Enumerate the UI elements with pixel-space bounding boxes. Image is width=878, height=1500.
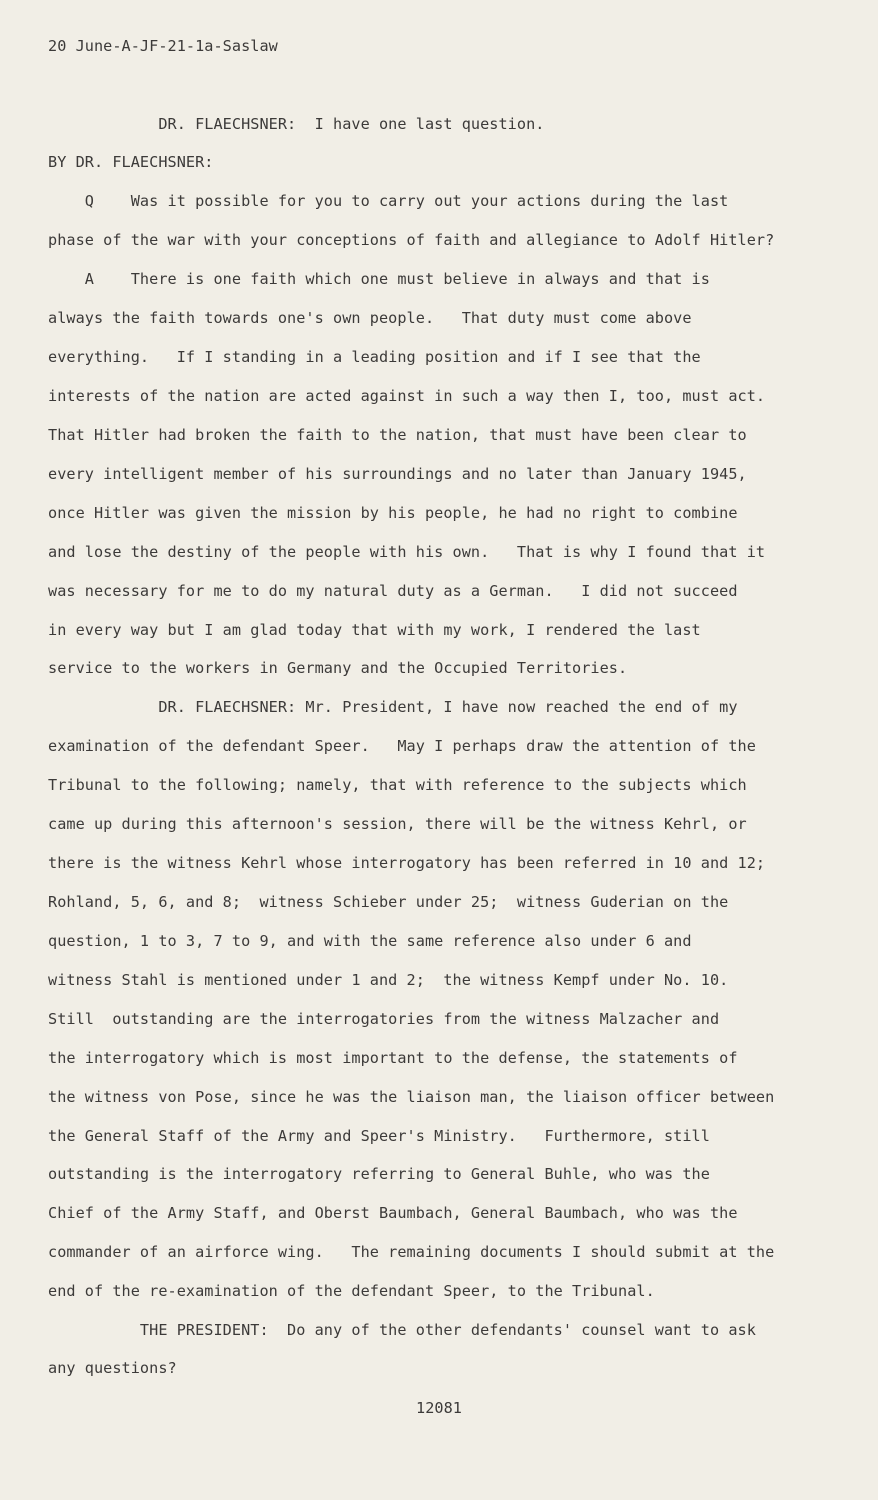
text-line: end of the re-examination of the defendant Speer, to the Tribunal. xyxy=(48,1282,655,1300)
text-line: the interrogatory which is most important to the defense, the statements of xyxy=(48,1049,738,1067)
text-line: examination of the defendant Speer. May I perhaps draw the attention of the xyxy=(48,737,756,755)
page-number: 12081 xyxy=(416,1399,462,1417)
text-line: Chief of the Army Staff, and Oberst Baumbach, General Baumbach, who was the xyxy=(48,1204,738,1222)
text-line: THE PRESIDENT: Do any of the other defendants' counsel want to ask xyxy=(48,1321,756,1339)
text-line: the General Staff of the Army and Speer's Ministry. Furthermore, still xyxy=(48,1127,710,1145)
text-line: phase of the war with your conceptions of faith and allegiance to Adolf Hitler? xyxy=(48,231,775,249)
text-line: Still outstanding are the interrogatories from the witness Malzacher and xyxy=(48,1010,720,1028)
text-line: there is the witness Kehrl whose interrogatory has been referred in 10 and 12; xyxy=(48,854,766,872)
text-line: outstanding is the interrogatory referring to General Buhle, who was the xyxy=(48,1165,710,1183)
text-line: every intelligent member of his surroundings and no later than January 1945, xyxy=(48,465,747,483)
text-line: everything. If I standing in a leading position and if I see that the xyxy=(48,348,701,366)
text-line: DR. FLAECHSNER: I have one last question. xyxy=(48,115,545,133)
text-line: A There is one faith which one must believe in always and that is xyxy=(48,270,710,288)
text-line: That Hitler had broken the faith to the nation, that must have been clear to xyxy=(48,426,747,444)
text-line: Rohland, 5, 6, and 8; witness Schieber under 25; witness Guderian on the xyxy=(48,893,729,911)
text-line: once Hitler was given the mission by his people, he had no right to combine xyxy=(48,504,738,522)
page-header: 20 June-A-JF-21-1a-Saslaw xyxy=(48,37,278,55)
text-line: always the faith towards one's own people. That duty must come above xyxy=(48,309,692,327)
text-line: in every way but I am glad today that with my work, I rendered the last xyxy=(48,621,701,639)
text-line: commander of an airforce wing. The remaining documents I should submit at the xyxy=(48,1243,775,1261)
text-line: Tribunal to the following; namely, that with reference to the subjects which xyxy=(48,776,747,794)
text-line: any questions? xyxy=(48,1359,177,1377)
text-line: was necessary for me to do my natural duty as a German. I did not succeed xyxy=(48,582,738,600)
text-line: service to the workers in Germany and the Occupied Territories. xyxy=(48,659,628,677)
text-line: came up during this afternoon's session, there will be the witness Kehrl, or xyxy=(48,815,747,833)
text-line: interests of the nation are acted against in such a way then I, too, must act. xyxy=(48,387,766,405)
text-line: BY DR. FLAECHSNER: xyxy=(48,153,214,171)
text-line: the witness von Pose, since he was the liaison man, the liaison officer between xyxy=(48,1088,775,1106)
text-line: question, 1 to 3, 7 to 9, and with the same reference also under 6 and xyxy=(48,932,692,950)
text-line: and lose the destiny of the people with his own. That is why I found that it xyxy=(48,543,766,561)
text-line: Q Was it possible for you to carry out your actions during the last xyxy=(48,192,729,210)
text-line: DR. FLAECHSNER: Mr. President, I have now reached the end of my xyxy=(48,698,738,716)
text-line: witness Stahl is mentioned under 1 and 2; the witness Kempf under No. 10. xyxy=(48,971,729,989)
